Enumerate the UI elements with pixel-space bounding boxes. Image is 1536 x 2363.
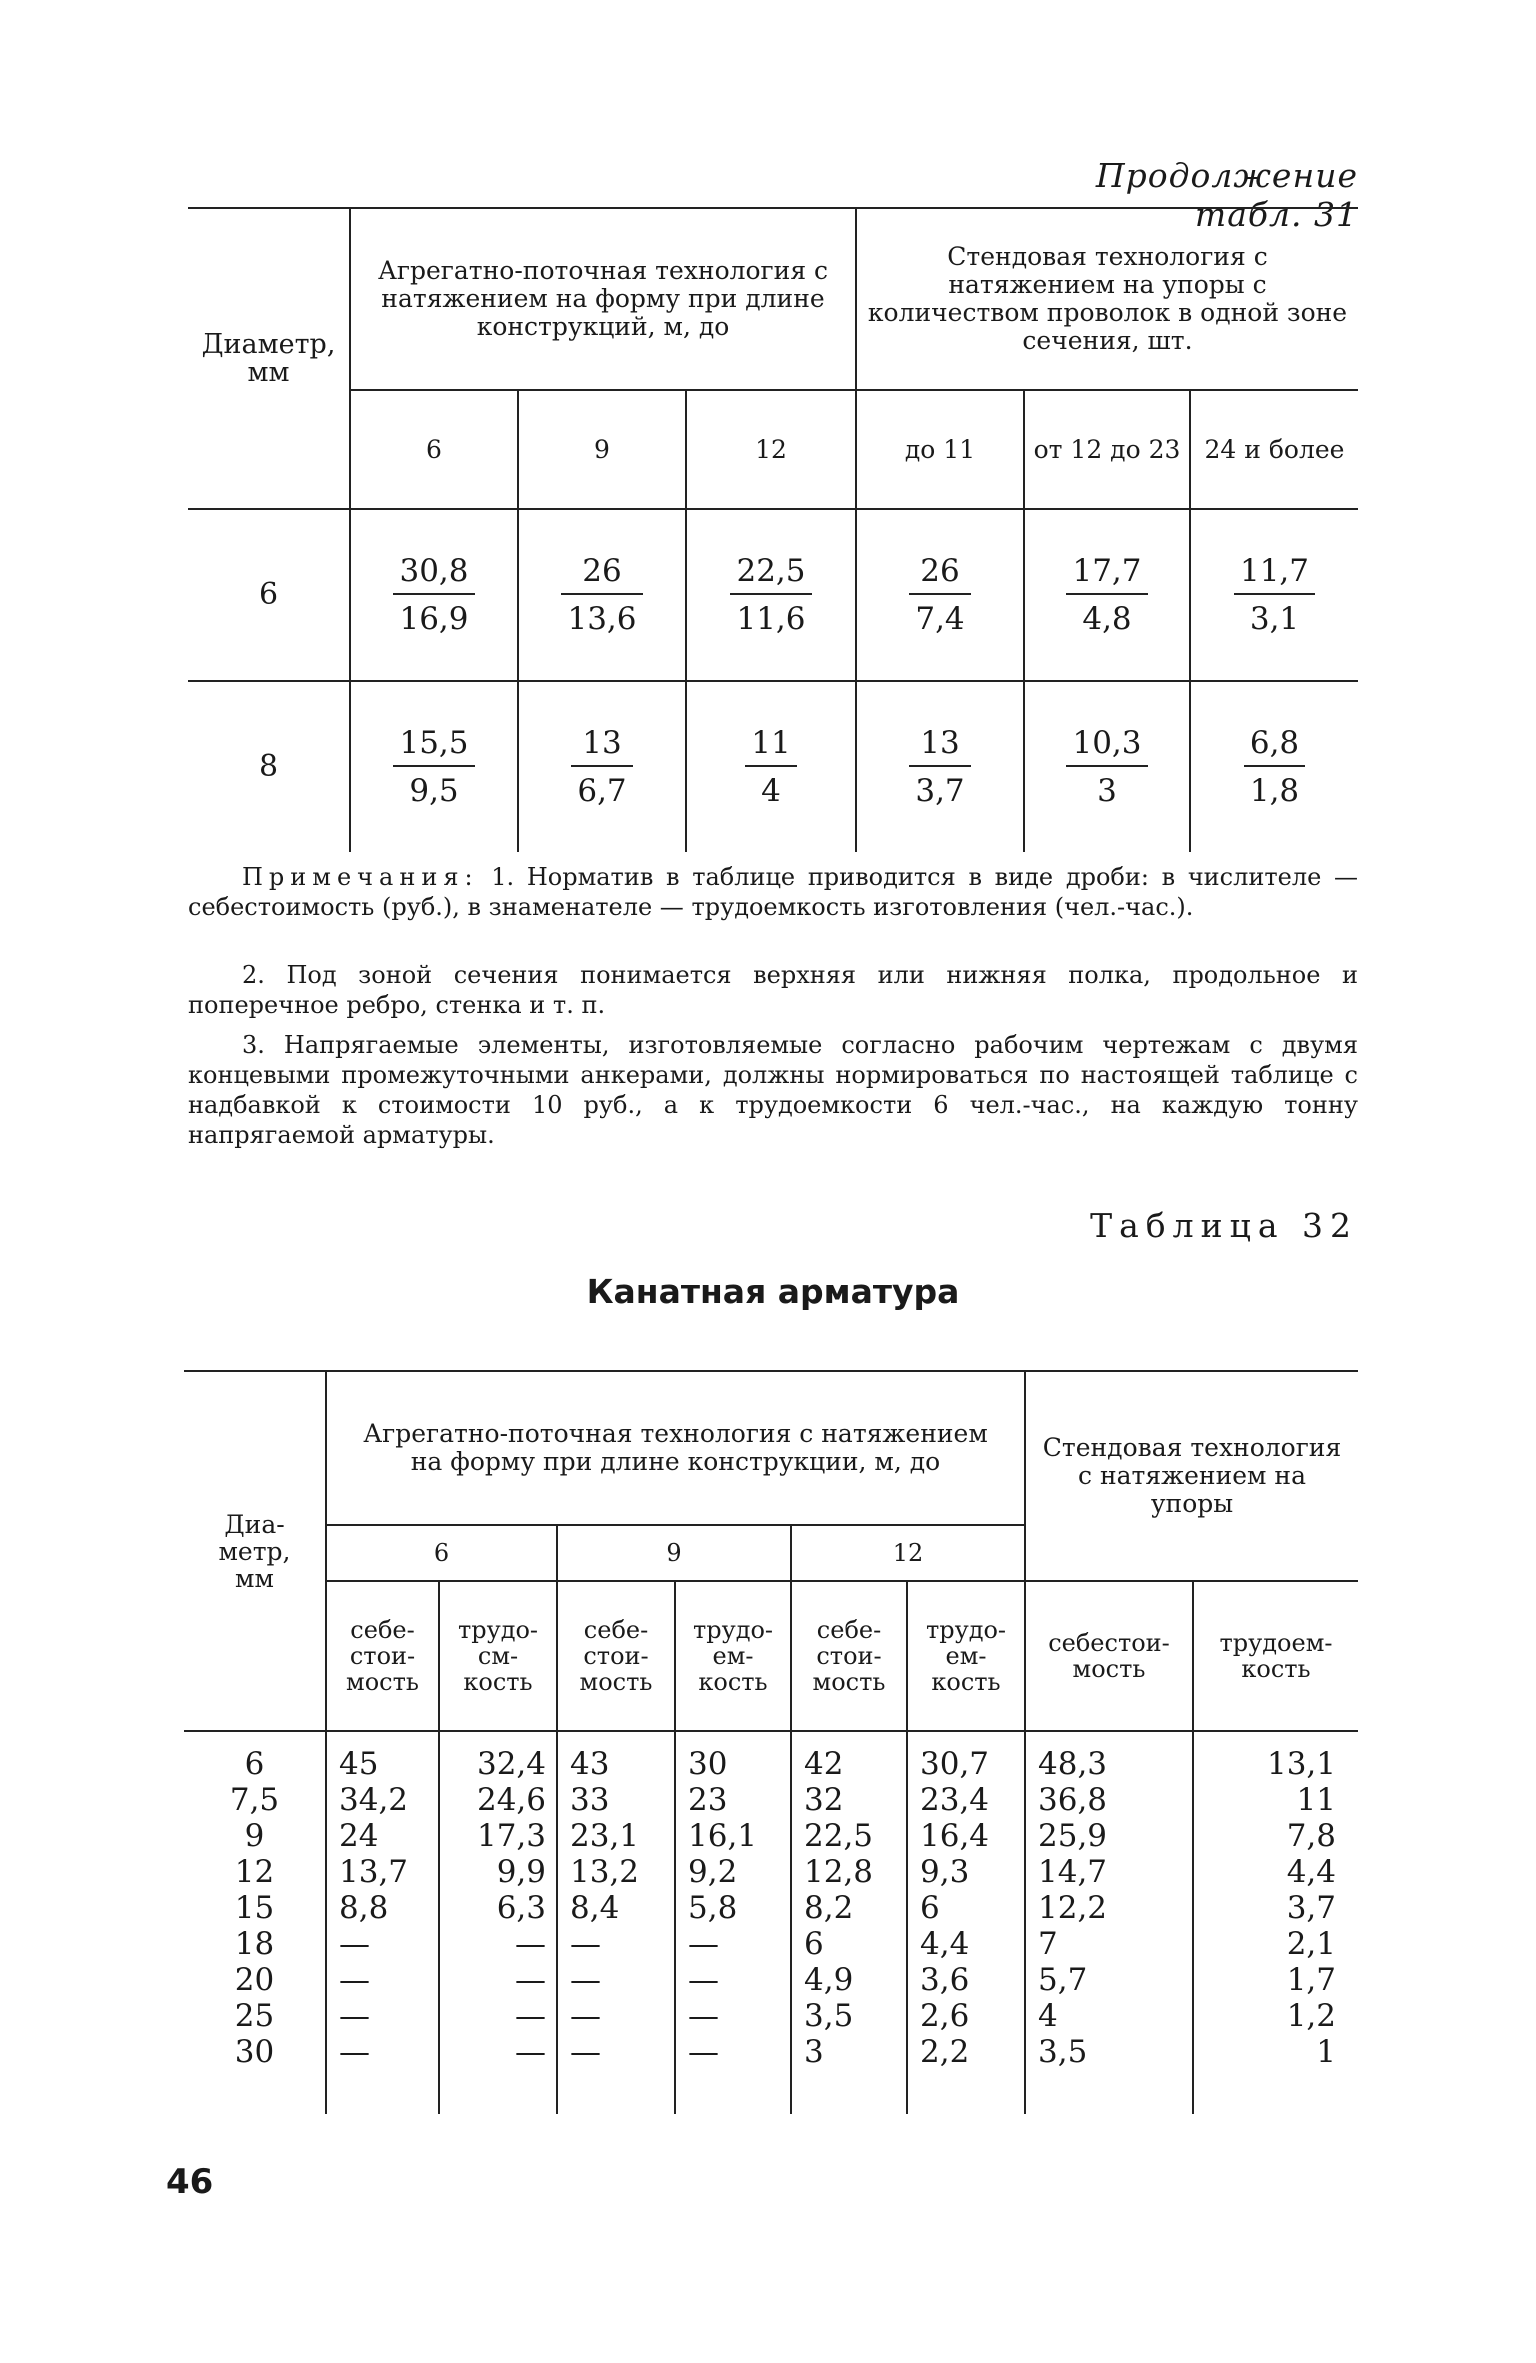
length-9-header: 9 [557,1525,791,1581]
table-cell: — [570,1962,601,1998]
table-cell: — [688,1962,719,1998]
table-cell: 4,9 [804,1962,854,1998]
table-cell: 1 [1316,2034,1336,2070]
table-cell: 30 [688,1746,728,1782]
wires-12-23-header: от 12 до 23 [1024,390,1190,509]
table-cell: — [515,1998,546,2034]
value-column [907,1731,1025,2114]
table-cell: 1,2 [1286,1998,1336,2034]
aggregate-tech-header: Агрегатно-поточная технология с натяжением на форму при длине конструкции, м, до [326,1371,1025,1525]
fraction-cell: $\frac{22,5}{11,6}$ [730,553,811,637]
table-cell: 4,4 [1286,1854,1336,1890]
table-cell: 2,1 [1286,1926,1336,1962]
table-cell: 6 [244,1746,265,1782]
table-cell: 25 [234,1998,275,2034]
diameter-header: Диа- метр, мм [184,1371,326,1731]
table-cell: 30 [234,2034,275,2070]
table-cell: — [339,1998,370,2034]
diameter-header: Диаметр, мм [188,208,350,509]
table-cell: 12,2 [1038,1890,1108,1926]
note-1-text: 1. Норматив в таблице приводится в виде дроби: в числителе — себестоимость (руб.), в знаменателе — трудоемкость изготовления (чел.-час.). [188,863,1358,921]
table-32 [184,1370,1358,2114]
fraction-cell: $\frac{10,3}{3}$ [1066,725,1147,809]
table-cell: — [515,2034,546,2070]
table-cell: 22,5 [804,1818,874,1854]
table-cell: 3,5 [1038,2034,1088,2070]
table-cell: 13,1 [1266,1746,1336,1782]
fraction-cell: $\frac{6,8}{1,8}$ [1244,725,1305,809]
table-cell: 9,2 [688,1854,738,1890]
fraction-cell: $\frac{15,5}{9,5}$ [393,725,474,809]
table-cell: — [339,1926,370,1962]
table-cell: 15 [234,1890,275,1926]
table-cell: 8,2 [804,1890,854,1926]
table-cell: 24,6 [476,1782,546,1818]
table-cell: 13,7 [339,1854,409,1890]
cost-header: себе- стои- мость [326,1581,439,1731]
stand-labor-header: трудоем- кость [1219,1629,1333,1683]
length-6-header: 6 [326,1525,557,1581]
table-cell: — [515,1962,546,1998]
fraction-cell: $\frac{11,7}{3,1}$ [1234,553,1315,637]
table-cell: — [339,2034,370,2070]
table-32-label: Таблица 32 [1090,1206,1358,1245]
wires-upto-11-header: до 11 [856,390,1024,509]
table-row [188,681,1358,852]
wires-24-plus-header: 24 и более [1204,434,1345,464]
table-cell: — [688,2034,719,2070]
table-cell: 23,1 [570,1818,640,1854]
stand-tech-header: Стендовая технология с натяжением на упоры [1025,1371,1358,1581]
value-column [791,1731,907,2114]
table-31 [188,207,1358,852]
table-cell: — [570,2034,601,2070]
table-cell: 14,7 [1038,1854,1108,1890]
table-cell: 17,3 [476,1818,546,1854]
labor-header: трудо- ем- кость [675,1581,791,1731]
table-cell: 9,3 [920,1854,970,1890]
table-cell: 6 [920,1890,940,1926]
table-cell: 43 [570,1746,610,1782]
table-cell: 45 [339,1746,379,1782]
table-body-row [184,1731,1358,2114]
table-cell: 3,7 [1286,1890,1336,1926]
table-cell: 4,4 [920,1926,970,1962]
labor-header: трудо- ем- кость [907,1581,1025,1731]
note-1 [188,862,1358,922]
table-cell: 9 [244,1818,265,1854]
fraction-cell: $\frac{11}{4}$ [745,725,796,809]
table-cell: 18 [234,1926,275,1962]
table-cell: 8,4 [570,1890,620,1926]
table-cell: 36,8 [1038,1782,1108,1818]
table-cell: 34,2 [339,1782,409,1818]
table-cell: 24 [339,1818,379,1854]
labor-header: трудо- см- кость [439,1581,557,1731]
table-cell: — [339,1962,370,1998]
table-cell: 3,6 [920,1962,970,1998]
table-cell: 16,1 [688,1818,758,1854]
table-cell: 2,6 [920,1998,970,2034]
fraction-cell: $\frac{30,8}{16,9}$ [393,553,474,637]
table-cell: — [570,1998,601,2034]
table-cell: 13,2 [570,1854,640,1890]
note-2: 2. Под зоной сечения понимается верхняя или нижняя полка, продольное и поперечное ребро, стенка и т. п. [188,961,1358,1019]
fraction-cell: $\frac{13}{6,7}$ [571,725,632,809]
table-cell: 3,5 [804,1998,854,2034]
stand-cost-header: себестои- мость [1025,1581,1193,1731]
table-cell: 9,9 [496,1854,546,1890]
fraction-cell: $\frac{13}{3,7}$ [909,725,970,809]
table-cell: 16,4 [920,1818,990,1854]
length-9-header: 9 [518,390,686,509]
table-cell: 6,3 [496,1890,546,1926]
table-cell: 32,4 [476,1746,546,1782]
table-cell: — [688,1998,719,2034]
value-column [675,1731,791,2114]
length-6-header: 6 [350,390,518,509]
table-cell: 23,4 [920,1782,990,1818]
table-continuation-caption: Продолжение табл. 31 [1095,156,1358,234]
fraction-cell: $\frac{26}{13,6}$ [561,553,642,637]
diameter-column [184,1731,326,2114]
table-cell: 25,9 [1038,1818,1108,1854]
table-cell: 12 [234,1854,275,1890]
length-12-header: 12 [686,390,856,509]
note-3: 3. Напрягаемые элементы, изготовляемые согласно рабочим чертежам с двумя концевыми промежуточными анкерами, должны нормироваться по настоящей таблице с надбавкой к стоимости 10 руб., а к трудоемкости 6 чел.-час., на каждую тонну напрягаемой арматуры. [188,1031,1358,1149]
value-column [326,1731,439,2114]
table-cell: 7,5 [229,1782,280,1818]
table-cell: 33 [570,1782,610,1818]
table-cell: — [570,1926,601,1962]
diameter-cell: 8 [188,681,350,852]
table-cell: 23 [688,1782,728,1818]
value-column [1025,1731,1193,2114]
table-cell: 5,8 [688,1890,738,1926]
fraction-cell: $\frac{26}{7,4}$ [909,553,970,637]
stand-tech-header: Стендовая технология с натяжением на упоры с количеством проволок в одной зоне сечения, шт. [856,208,1358,390]
fraction-cell: $\frac{17,7}{4,8}$ [1066,553,1147,637]
notes-label: Примечания: [242,863,479,891]
value-column [1193,1731,1358,2114]
table-32-title: Канатная арматура [586,1272,960,1311]
table-cell: 48,3 [1038,1746,1108,1782]
table-cell: — [515,1926,546,1962]
aggregate-tech-header: Агрегатно-поточная технология с натяжением на форму при длине конструкций, м, до [350,208,856,390]
table-cell: 20 [234,1962,275,1998]
table-cell: 5,7 [1038,1962,1088,1998]
table-cell: 32 [804,1782,844,1818]
table-cell: 6 [804,1926,824,1962]
table-cell: 8,8 [339,1890,389,1926]
cost-header: себе- стои- мость [557,1581,675,1731]
value-column [557,1731,675,2114]
table-cell: 12,8 [804,1854,874,1890]
table-cell: 4 [1038,1998,1058,2034]
table-cell: 11 [1296,1782,1336,1818]
table-cell: 7,8 [1286,1818,1336,1854]
table-cell: 2,2 [920,2034,970,2070]
table-cell: 1,7 [1286,1962,1336,1998]
length-12-header: 12 [791,1525,1025,1581]
value-column [439,1731,557,2114]
table-row [188,509,1358,681]
page-number: 46 [166,2162,214,2202]
diameter-cell: 6 [188,509,350,681]
table-cell: 7 [1038,1926,1058,1962]
cost-header: себе- стои- мость [791,1581,907,1731]
table-cell: 30,7 [920,1746,990,1782]
table-cell: 3 [804,2034,824,2070]
table-cell: 42 [804,1746,844,1782]
table-cell: — [688,1926,719,1962]
